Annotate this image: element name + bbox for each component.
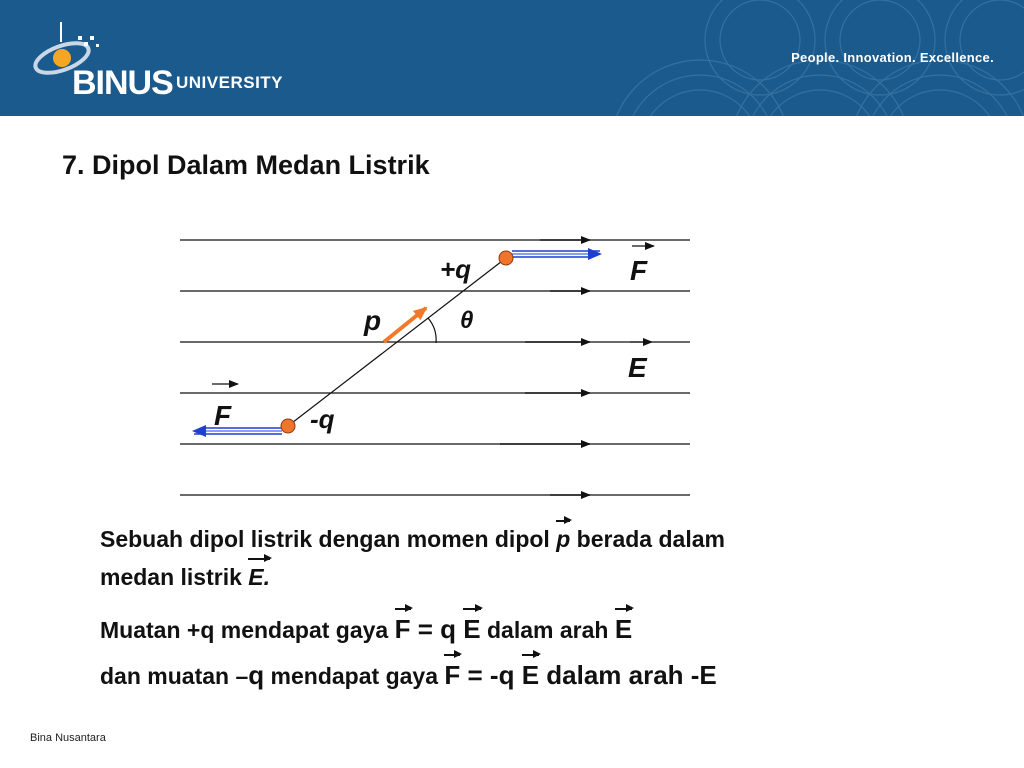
label-theta: θ [460,307,474,334]
line1-text-a: Sebuah dipol listrik dengan momen dipol [100,526,557,552]
label-field-E: E [628,352,647,383]
line1-text-b: berada dalam [570,526,725,552]
angle-arc [428,318,436,343]
line4-text-q: q [248,660,265,690]
line3-text-c: dalam arah [480,617,615,643]
line4-text-c: = -q [460,660,522,690]
text-line-3 [100,614,632,645]
positive-charge [499,251,513,265]
negative-charge [281,419,295,433]
footer-label: Bina Nusantara [30,732,106,744]
line2-vector-E: E. [248,564,271,590]
slide-title: 7. Dipol Dalam Medan Listrik [62,150,430,180]
line4-text-a: dan muatan – [100,663,249,689]
line3-vector-E2: E [614,614,633,644]
line1-vector-p: p [556,526,571,552]
line3-vector-F: F [394,614,411,644]
label-force-top: F [630,255,648,286]
line4-vector-E: E [521,660,540,690]
line4-text-b: mendapat gaya [264,663,445,689]
label-minus-q: -q [310,404,335,434]
force-arrow-top [512,251,600,257]
line2-text-a: medan listrik [100,564,249,590]
logo-sub-text: UNIVERSITY [176,73,284,92]
text-line-1 [100,526,725,553]
label-force-bottom: F [214,400,232,431]
line4-text-d: dalam arah -E [539,660,717,690]
text-line-4 [100,660,717,691]
label-moment-p: p [364,305,382,336]
line3-text-b: = q [410,614,464,644]
label-plus-q: +q [440,254,472,284]
line4-vector-F: F [444,660,461,690]
header-tagline: People. Innovation. Excellence. [791,50,994,65]
logo-main-text: BINUS [72,64,173,102]
line3-vector-E: E [463,614,481,644]
field-lines [180,240,690,495]
text-line-2 [100,564,270,591]
field-direction-arrows [500,240,590,495]
force-arrow-bottom [194,428,282,434]
line3-text-a: Muatan +q mendapat gaya [100,617,395,643]
